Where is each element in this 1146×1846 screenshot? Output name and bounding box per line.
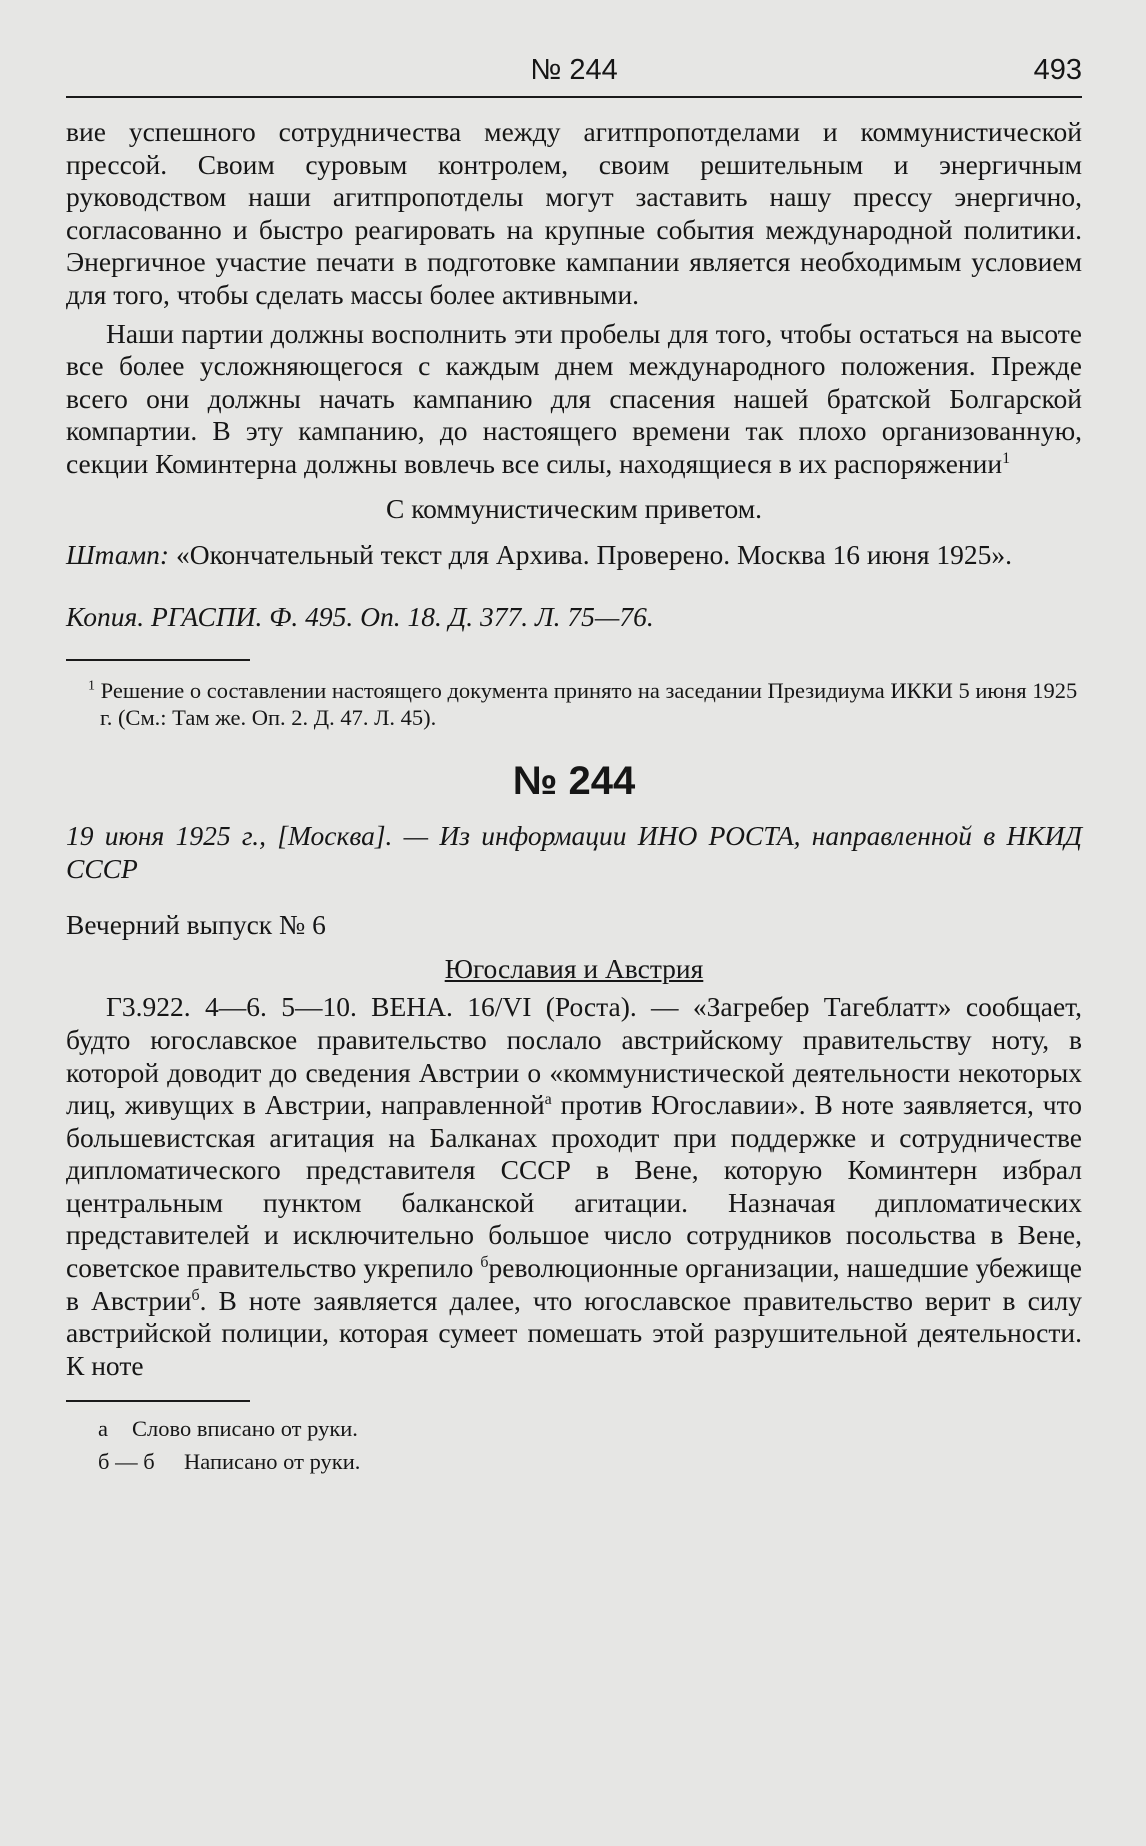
- stamp-text: «Окончательный текст для Архива. Проверено. Москва 16 июня 1925».: [175, 538, 1013, 570]
- article-body-part1: Г3.922. 4—6. 5—10. ВЕНА. 16/VI (Роста). — «Загребер Тагеблатт» сообщает, будто югославское правительство послало австрийскому правительству ноту, в которой доводит до сведения Австрии о «коммунистической деятельности некоторых лиц, живущих в Австрии, направленной: [66, 991, 1082, 1121]
- textual-notes: [66, 1412, 1082, 1478]
- document-number: № 244: [512, 759, 636, 804]
- note-mark-a: а: [544, 1090, 552, 1108]
- paragraph-2: [66, 318, 1082, 481]
- notes-divider: [66, 1400, 250, 1402]
- page-content: [66, 52, 1082, 1478]
- note-mark-b-open: б: [480, 1253, 489, 1271]
- article-heading: Югославия и Австрия: [444, 953, 704, 985]
- article-body-part4: . В ноте заявляется далее, что югославское правительство верит в силу австрийской полиции, которая сумеет помешать этой разрушительной деятельности. К ноте: [66, 1284, 1082, 1381]
- article-body: [66, 991, 1082, 1382]
- article-body-part2: против Югославии». В ноте заявляется, что большевистская агитация на Балканах проходит при поддержке и сотрудничестве дипломатического представителя СССР в Вене, которую Коминтерн избрал центральным пунктом балканской агитации. Назначая дипломатических представителей и исключительно большое число сотрудников посольства в Вене, советское правительство укрепило: [66, 1089, 1083, 1284]
- footnote-1-text: Решение о составлении настоящего документа принято на заседании Президиума ИККИ 5 июня 1925 г. (См.: Там же. Оп. 2. Д. 47. Л. 45).: [100, 678, 1078, 731]
- page-number: 493: [1033, 54, 1082, 86]
- footnote-divider: [66, 659, 250, 661]
- note-mark: а: [98, 1416, 108, 1442]
- note-row: [66, 1445, 1082, 1478]
- note-mark: б — б: [98, 1449, 155, 1475]
- footnote-1: [66, 677, 1082, 731]
- note-row: [66, 1412, 1082, 1445]
- footnote-ref-1: 1: [1002, 449, 1011, 467]
- running-head: [66, 52, 1082, 98]
- footnote-1-mark: 1: [88, 678, 95, 694]
- running-head-doc-ref: № 244: [530, 54, 618, 86]
- note-text: Слово вписано от руки.: [132, 1416, 358, 1442]
- stamp-label: Штамп:: [66, 538, 170, 570]
- stamp: [66, 539, 1082, 572]
- document-header: 19 июня 1925 г., [Москва]. — Из информации ИНО РОСТА, направленной в НКИД СССР: [66, 820, 1082, 884]
- salutation: С коммунистическим приветом.: [386, 492, 762, 524]
- article-body-part3: революционные организации, нашедшие убежище в Австрии: [66, 1252, 1082, 1316]
- archive-reference: Копия. РГАСПИ. Ф. 495. Оп. 18. Д. 377. Л. 75—76.: [66, 601, 654, 633]
- paragraph-1: вие успешного сотрудничества между агитпропотделами и коммунистической прессой. Своим суровым контролем, своим решительным и энергичным руководством наши агитпропотделы могут заставить нашу прессу энергично, согласованно и быстро реагировать на крупные события международной политики. Энергичное участие печати в подготовке кампании является необходимым условием для того, чтобы сделать массы более активными.: [66, 116, 1082, 310]
- note-text: Написано от руки.: [184, 1449, 361, 1475]
- paragraph-2-text: Наши партии должны восполнить эти пробелы для того, чтобы остаться на высоте все более усложняющегося с каждым днем международного положения. Прежде всего они должны начать кампанию для спасения нашей братской Болгарской компартии. В эту кампанию, до настоящего времени так плохо организованную, секции Коминтерна должны вовлечь все силы, находящиеся в их распоряжении: [66, 317, 1082, 479]
- note-mark-b-close: б: [191, 1286, 200, 1304]
- edition-line: Вечерний выпуск № 6: [66, 909, 326, 941]
